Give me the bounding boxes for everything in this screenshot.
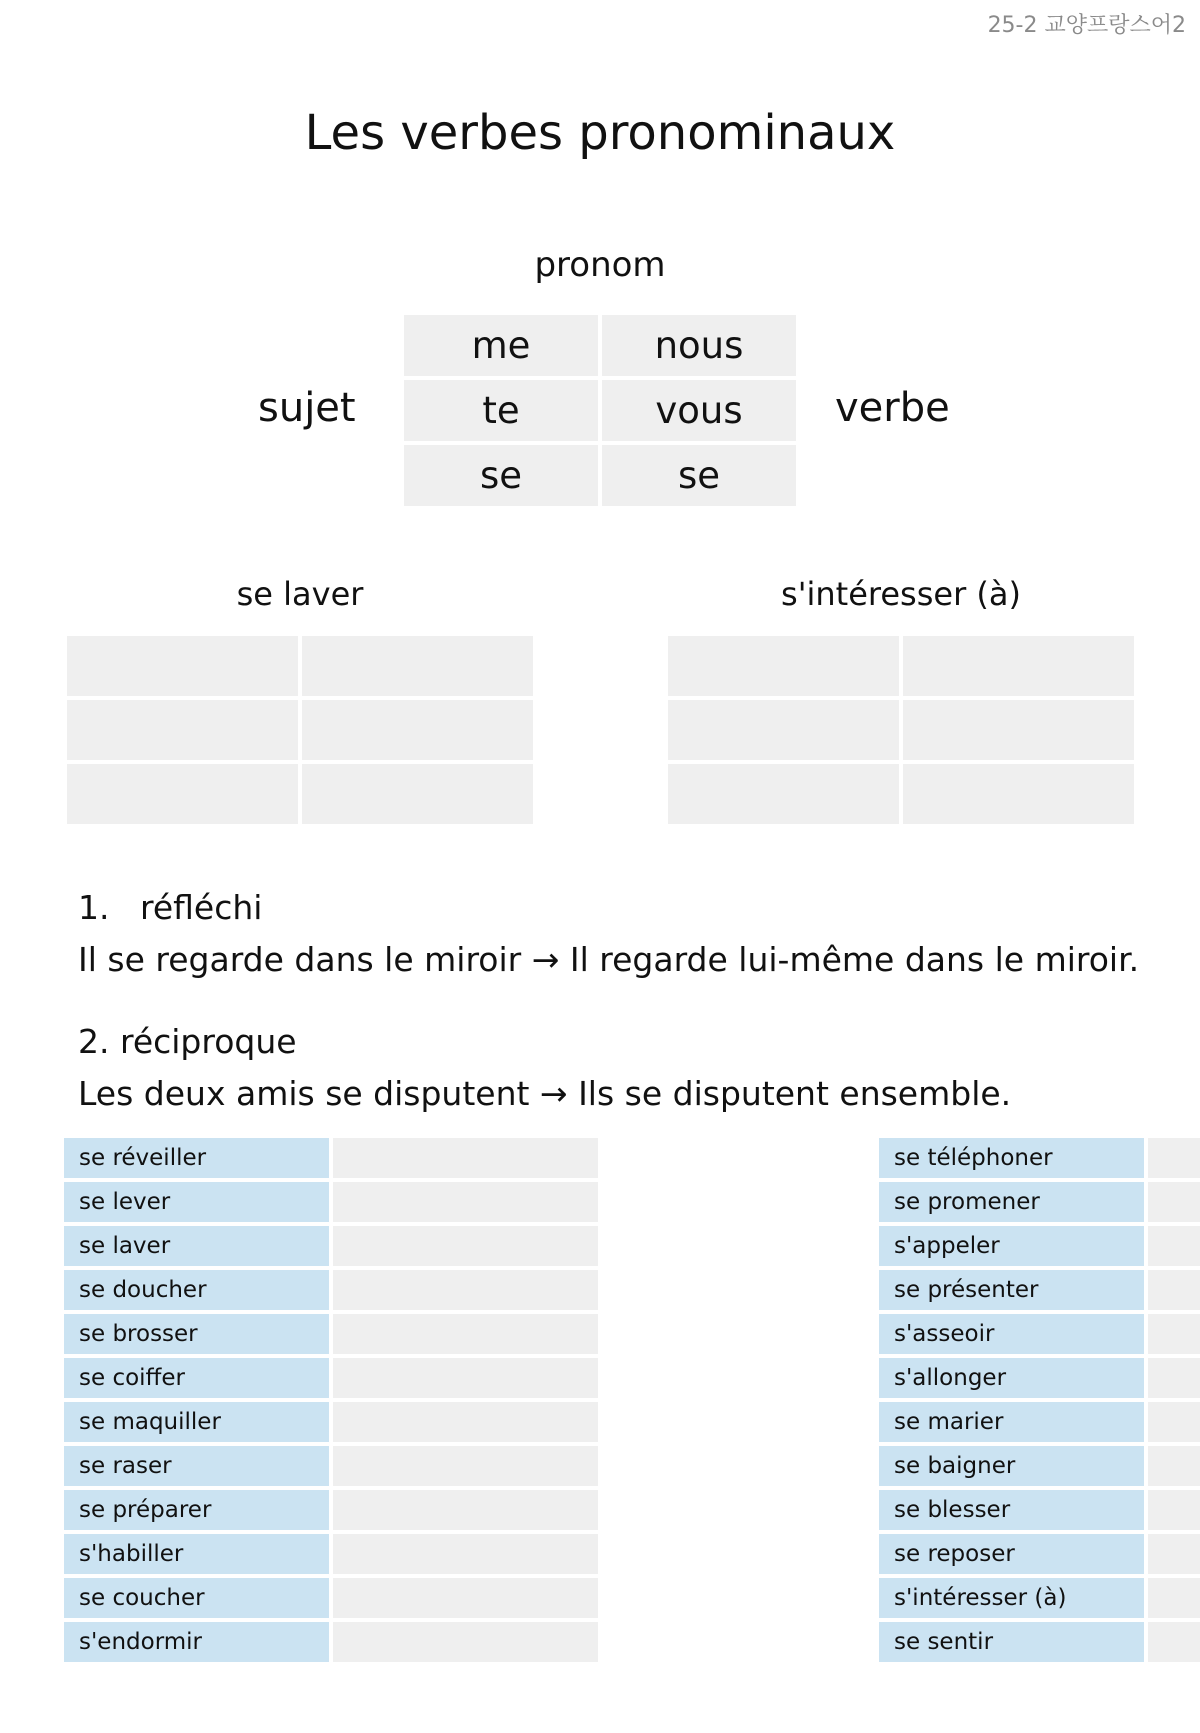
conjugation-table-se-laver xyxy=(67,636,533,824)
column-gap xyxy=(602,1446,875,1486)
vocab-answer-cell[interactable] xyxy=(1148,1578,1200,1618)
vocab-answer-cell[interactable] xyxy=(1148,1314,1200,1354)
vocab-verb: se marier xyxy=(879,1402,1144,1442)
vocab-verb: se raser xyxy=(64,1446,329,1486)
vocab-verb: se téléphoner xyxy=(879,1138,1144,1178)
vocab-answer-cell[interactable] xyxy=(1148,1226,1200,1266)
vocab-answer-cell[interactable] xyxy=(333,1182,598,1222)
vocab-answer-cell[interactable] xyxy=(1148,1270,1200,1310)
vocab-verb: se doucher xyxy=(64,1270,329,1310)
pronoun-cell: se xyxy=(602,445,796,506)
blank-cell[interactable] xyxy=(302,636,533,696)
vocabulary-table xyxy=(64,1138,1200,1662)
column-gap xyxy=(602,1138,875,1178)
pronoun-cell: me xyxy=(404,315,598,376)
blank-cell[interactable] xyxy=(903,764,1134,824)
vocab-answer-cell[interactable] xyxy=(333,1270,598,1310)
section-title: réfléchi xyxy=(140,888,263,927)
blank-cell[interactable] xyxy=(668,764,899,824)
vocab-verb: se reposer xyxy=(879,1534,1144,1574)
vocab-verb: se baigner xyxy=(879,1446,1144,1486)
pronoun-cell: vous xyxy=(602,380,796,441)
page-title: Les verbes pronominaux xyxy=(304,105,896,161)
vocab-verb: se maquiller xyxy=(64,1402,329,1442)
vocab-verb: se promener xyxy=(879,1182,1144,1222)
column-gap xyxy=(602,1490,875,1530)
blank-cell[interactable] xyxy=(903,700,1134,760)
blank-cell[interactable] xyxy=(903,636,1134,696)
pronoun-cell: te xyxy=(404,380,598,441)
vocab-verb: s'habiller xyxy=(64,1534,329,1574)
column-gap xyxy=(602,1358,875,1398)
column-gap xyxy=(602,1534,875,1574)
vocab-answer-cell[interactable] xyxy=(333,1314,598,1354)
vocab-answer-cell[interactable] xyxy=(1148,1358,1200,1398)
column-gap xyxy=(602,1182,875,1222)
pronoun-cell: nous xyxy=(602,315,796,376)
vocab-answer-cell[interactable] xyxy=(1148,1138,1200,1178)
section-heading-reflechi xyxy=(78,888,262,927)
blank-cell[interactable] xyxy=(668,700,899,760)
pronoun-cell: se xyxy=(404,445,598,506)
vocab-answer-cell[interactable] xyxy=(1148,1490,1200,1530)
vocab-verb: s'appeler xyxy=(879,1226,1144,1266)
column-gap xyxy=(602,1622,875,1662)
conjugation-title-s-interesser: s'intéresser (à) xyxy=(781,575,1021,613)
vocab-answer-cell[interactable] xyxy=(1148,1622,1200,1662)
blank-cell[interactable] xyxy=(67,636,298,696)
vocab-verb: se blesser xyxy=(879,1490,1144,1530)
vocab-answer-cell[interactable] xyxy=(1148,1446,1200,1486)
vocab-verb: s'asseoir xyxy=(879,1314,1144,1354)
vocab-answer-cell[interactable] xyxy=(1148,1182,1200,1222)
example-reflechi: Il se regarde dans le miroir → Il regarde lui-même dans le miroir. xyxy=(78,940,1140,979)
vocab-verb: s'intéresser (à) xyxy=(879,1578,1144,1618)
vocab-answer-cell[interactable] xyxy=(333,1226,598,1266)
blank-cell[interactable] xyxy=(302,700,533,760)
vocab-answer-cell[interactable] xyxy=(333,1534,598,1574)
column-gap xyxy=(602,1314,875,1354)
column-gap xyxy=(602,1402,875,1442)
vocab-answer-cell[interactable] xyxy=(333,1490,598,1530)
pronom-label: pronom xyxy=(534,245,666,285)
vocab-answer-cell[interactable] xyxy=(333,1402,598,1442)
vocab-answer-cell[interactable] xyxy=(333,1578,598,1618)
vocab-answer-cell[interactable] xyxy=(1148,1402,1200,1442)
vocab-verb: se coiffer xyxy=(64,1358,329,1398)
vocab-verb: se préparer xyxy=(64,1490,329,1530)
pronoun-table xyxy=(404,315,796,506)
verbe-label: verbe xyxy=(835,385,950,431)
blank-cell[interactable] xyxy=(302,764,533,824)
vocab-answer-cell[interactable] xyxy=(333,1138,598,1178)
section-heading-reciproque: 2. réciproque xyxy=(78,1022,297,1061)
example-reciproque: Les deux amis se disputent → Ils se disputent ensemble. xyxy=(78,1074,1012,1113)
vocab-verb: se réveiller xyxy=(64,1138,329,1178)
sujet-label: sujet xyxy=(258,385,356,431)
vocab-verb: se laver xyxy=(64,1226,329,1266)
vocab-answer-cell[interactable] xyxy=(333,1622,598,1662)
blank-cell[interactable] xyxy=(67,764,298,824)
vocab-verb: s'allonger xyxy=(879,1358,1144,1398)
vocab-verb: se coucher xyxy=(64,1578,329,1618)
course-tag: 25-2 교양프랑스어2 xyxy=(987,13,1186,38)
column-gap xyxy=(602,1270,875,1310)
column-gap xyxy=(602,1226,875,1266)
blank-cell[interactable] xyxy=(668,636,899,696)
vocab-verb: se brosser xyxy=(64,1314,329,1354)
column-gap xyxy=(602,1578,875,1618)
vocab-verb: s'endormir xyxy=(64,1622,329,1662)
conjugation-table-s-interesser xyxy=(668,636,1134,824)
vocab-answer-cell[interactable] xyxy=(333,1358,598,1398)
vocab-verb: se présenter xyxy=(879,1270,1144,1310)
section-number: 1. xyxy=(78,888,110,927)
vocab-answer-cell[interactable] xyxy=(333,1446,598,1486)
vocab-verb: se sentir xyxy=(879,1622,1144,1662)
vocab-verb: se lever xyxy=(64,1182,329,1222)
conjugation-title-se-laver: se laver xyxy=(236,575,364,613)
blank-cell[interactable] xyxy=(67,700,298,760)
vocab-answer-cell[interactable] xyxy=(1148,1534,1200,1574)
